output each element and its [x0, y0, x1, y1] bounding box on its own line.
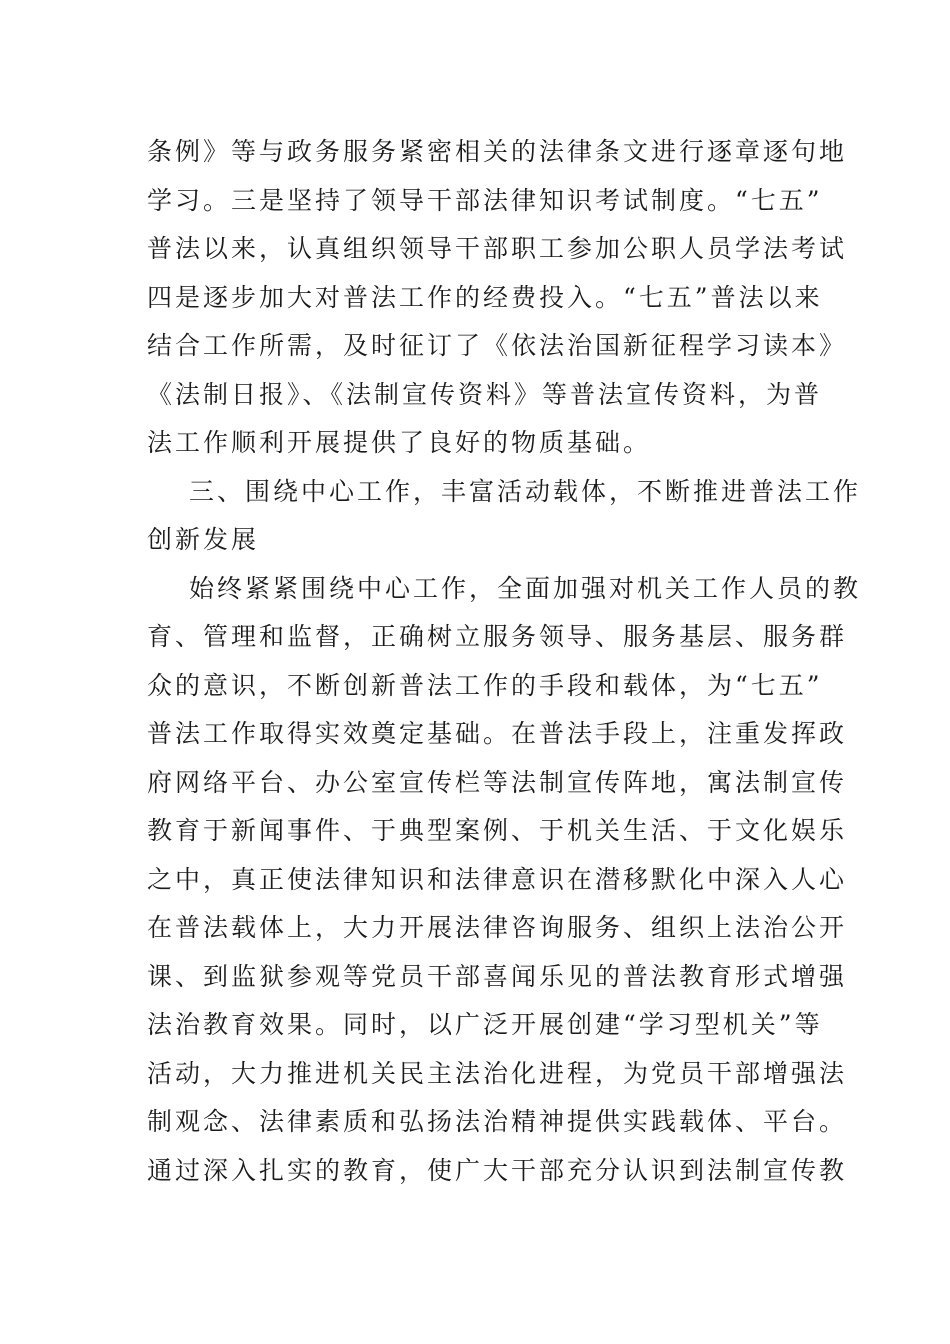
text-line: 《法制日报》、《法制宣传资料》等普法宣传资料，为普: [147, 379, 823, 409]
section-heading-3: [147, 468, 862, 565]
text-line: 普法以来，认真组织领导干部职工参加公职人员学法考试: [147, 234, 848, 263]
text-line: 法治教育效果。同时，以广泛开展创建“学习型机关”等: [147, 1010, 823, 1039]
text-line: 法工作顺利开展提供了良好的物质基础。: [147, 428, 652, 457]
text-line: 府网络平台、办公室宣传栏等法制宣传阵地，寓法制宣传: [147, 767, 848, 797]
text-line: 在普法载体上，大力开展法律咨询服务、组织上法治公开: [147, 913, 848, 942]
heading-line: 三、围绕中心工作，丰富活动载体，不断推进普法工作: [189, 476, 862, 506]
text-line: 众的意识，不断创新普法工作的手段和载体，为“七五”: [147, 670, 823, 700]
text-line: 通过深入扎实的教育，使广大干部充分认识到法制宣传教: [147, 1155, 848, 1185]
text-line: 教育于新闻事件、于典型案例、于机关生活、于文化娱乐: [147, 816, 848, 845]
paragraph-1: [147, 128, 848, 468]
text-line: 始终紧紧围绕中心工作，全面加强对机关工作人员的教: [189, 573, 862, 603]
text-line: 学习。三是坚持了领导干部法律知识考试制度。“七五”: [147, 185, 823, 215]
paragraph-2: [147, 565, 862, 1196]
document-body: [147, 128, 862, 1195]
text-line: 育、管理和监督，正确树立服务领导、服务基层、服务群: [147, 622, 848, 651]
text-line: 制观念、法律素质和弘扬法治精神提供实践载体、平台。: [147, 1107, 848, 1136]
text-line: 四是逐步加大对普法工作的经费投入。“七五”普法以来: [147, 282, 823, 312]
text-line: 结合工作所需，及时征订了《依法治国新征程学习读本》: [147, 331, 848, 360]
text-line: 条例》等与政务服务紧密相关的法律条文进行逐章逐句地: [147, 137, 848, 166]
heading-line: 创新发展: [147, 525, 260, 554]
text-line: 之中，真正使法律知识和法律意识在潜移默化中深入人心: [147, 864, 848, 894]
text-line: 活动，大力推进机关民主法治化进程，为党员干部增强法: [147, 1058, 848, 1088]
text-line: 普法工作取得实效奠定基础。在普法手段上，注重发挥政: [147, 719, 848, 748]
text-line: 课、到监狱参观等党员干部喜闻乐见的普法教育形式增强: [147, 961, 848, 991]
